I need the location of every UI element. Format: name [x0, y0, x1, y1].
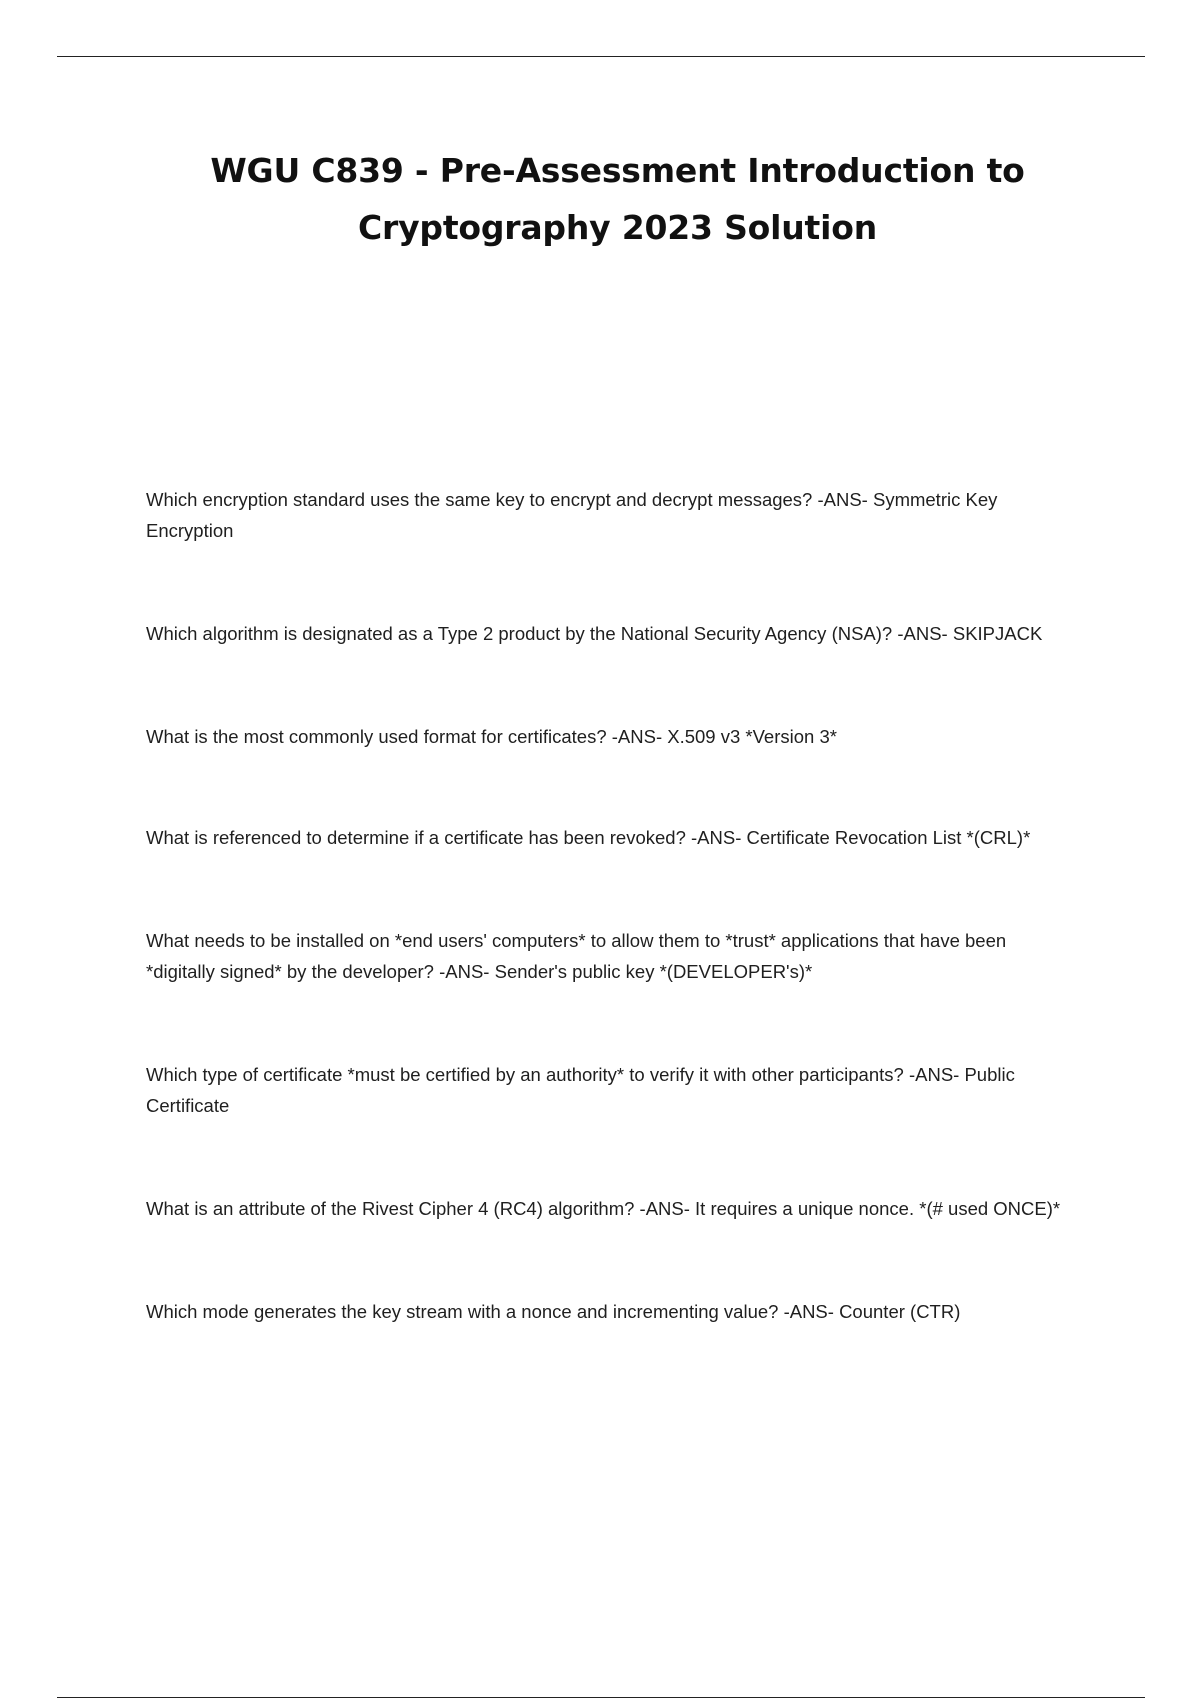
qa-item-6: Which type of certificate *must be certified by an authority* to verify it with other participants? -ANS- Public Certificate	[146, 1064, 1015, 1116]
question-answer-list	[146, 484, 1080, 1397]
bottom-rule	[57, 1697, 1145, 1698]
document-title: WGU C839 - Pre-Assessment Introduction to Cryptography 2023 Solution	[210, 151, 1025, 247]
qa-item-2: Which algorithm is designated as a Type 2 product by the National Security Agency (NSA)? -ANS- SKIPJACK	[146, 623, 1043, 644]
qa-item-8: Which mode generates the key stream with a nonce and incrementing value? -ANS- Counter (CTR)	[146, 1301, 961, 1322]
top-rule	[57, 56, 1145, 57]
qa-item-3: What is the most commonly used format for certificates? -ANS- X.509 v3 *Version 3*	[146, 726, 837, 747]
qa-item-1: Which encryption standard uses the same key to encrypt and decrypt messages? -ANS- Symmetric Key Encryption	[146, 489, 998, 541]
qa-item-4: What is referenced to determine if a certificate has been revoked? -ANS- Certificate Revocation List *(CRL)*	[146, 827, 1031, 848]
qa-item-5: What needs to be installed on *end users' computers* to allow them to *trust* applications that have been *digitally signed* by the developer? -ANS- Sender's public key *(DEVELOPER's)*	[146, 930, 1007, 982]
qa-item-7: What is an attribute of the Rivest Cipher 4 (RC4) algorithm? -ANS- It requires a unique nonce. *(# used ONCE)*	[146, 1198, 1061, 1219]
